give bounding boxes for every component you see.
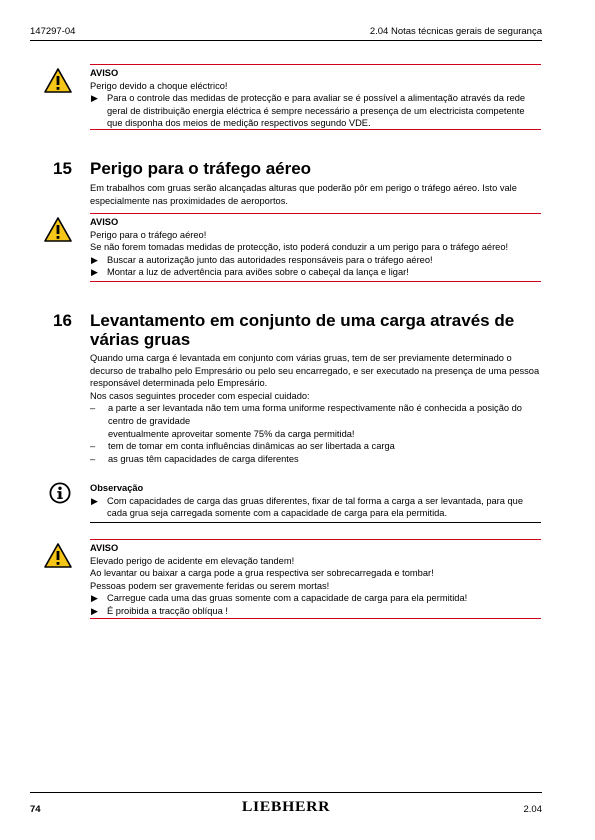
section16-dash-item bbox=[90, 402, 545, 427]
bullet-arrow-icon: ▶ bbox=[91, 605, 98, 616]
section16-dash-item bbox=[90, 440, 545, 453]
dash-glyph: – bbox=[90, 441, 96, 452]
warning2-bullet-text: Buscar a autorização junto das autoridades responsáveis para o tráfego aéreo! bbox=[107, 254, 433, 265]
note-bullet-text: Com capacidades de carga das gruas diferentes, fixar de tal forma a carga a ser levantada, para que cada grua seja carregada somente com a capacidade de carga para ela permitida. bbox=[107, 495, 524, 519]
warning3-title: AVISO bbox=[90, 543, 119, 553]
section16-title: Levantamento em conjunto de uma carga através de várias gruas bbox=[90, 311, 515, 349]
warning3-bullet-text: É proibida a tracção oblíqua ! bbox=[107, 605, 228, 616]
warning1-title: AVISO bbox=[90, 68, 119, 78]
warning-triangle-icon bbox=[43, 67, 73, 94]
doc-number: 147297-04 bbox=[30, 26, 76, 37]
section16-dash-item bbox=[90, 453, 545, 466]
footer-rule bbox=[30, 792, 542, 793]
warning1-top-rule bbox=[90, 64, 541, 65]
section16-text: Nos casos seguintes proceder com especial cuidado: bbox=[90, 390, 310, 401]
section15-number: 15 bbox=[53, 159, 72, 178]
liebherr-logo: LIEBHERR bbox=[241, 799, 331, 815]
dash-glyph: – bbox=[90, 403, 96, 414]
warning2-line: Se não forem tomadas medidas de protecção, isto poderá conduzir a um perigo para o tráfego aéreo! bbox=[90, 242, 509, 253]
warning2-top-rule bbox=[90, 213, 541, 214]
section16-number: 16 bbox=[53, 311, 72, 330]
warning3-line: Ao levantar ou baixar a carga pode a grua respectiva ser sobrecarregada e tombar! bbox=[90, 568, 434, 579]
note-bottom-rule bbox=[90, 522, 541, 523]
section16-dash-text: tem de tomar em conta influências dinâmicas ao ser libertada a carga bbox=[108, 441, 395, 452]
warning1-line: Perigo devido a choque eléctrico! bbox=[90, 80, 228, 91]
bullet-arrow-icon: ▶ bbox=[91, 495, 98, 506]
warning1-bottom-rule bbox=[90, 129, 541, 130]
section16-dash-sub: eventualmente aproveitar somente 75% da carga permitida! bbox=[108, 428, 355, 439]
bullet-arrow-icon: ▶ bbox=[91, 93, 98, 104]
section16-dash-text: as gruas têm capacidades de carga diferentes bbox=[108, 453, 299, 464]
warning2-content bbox=[90, 216, 542, 279]
note-content bbox=[90, 482, 542, 520]
warning3-content bbox=[90, 542, 542, 618]
warning3-bullet-text: Carregue cada uma das gruas somente com a capacidade de carga para ela permitida! bbox=[107, 593, 468, 604]
section15-text: Em trabalhos com gruas serão alcançadas alturas que poderão pôr em perigo o tráfego aéreo. Isto vale especialmente nas proximidades de aeroportos. bbox=[90, 183, 517, 206]
warning2-bottom-rule bbox=[90, 281, 541, 282]
warning2-bullet-text: Montar a luz de advertência para aviões sobre o cabeçal da lança e ligar! bbox=[107, 267, 409, 278]
section16-body bbox=[90, 352, 545, 465]
section16-dash-text: a parte a ser levantada não tem uma forma uniforme respectivamente não é conhecida a posição do centro de gravidade bbox=[108, 403, 522, 426]
warning2-bullet bbox=[90, 266, 542, 279]
note-title: Observação bbox=[90, 483, 144, 493]
header-rule bbox=[30, 40, 542, 41]
dash-glyph: – bbox=[90, 453, 96, 464]
warning3-bullet bbox=[90, 592, 542, 605]
bullet-arrow-icon: ▶ bbox=[91, 593, 98, 604]
warning2-line: Perigo para o tráfego aéreo! bbox=[90, 229, 207, 240]
warning-triangle-icon bbox=[43, 216, 73, 243]
section16-text: Quando uma carga é levantada em conjunto com várias gruas, tem de ser previamente determinado o decurso de trabalho pelo Empresário ou pelo seu encarregado, e ser executado na presença de uma pessoa responsável determinada pelo Empresário. bbox=[90, 353, 540, 389]
warning2-title: AVISO bbox=[90, 217, 119, 227]
note-bullet bbox=[90, 495, 542, 520]
info-icon bbox=[49, 482, 71, 504]
warning3-line: Elevado perigo de acidente em elevação tandem! bbox=[90, 555, 295, 566]
footer-version: 2.04 bbox=[523, 804, 542, 815]
warning3-bottom-rule bbox=[90, 618, 541, 619]
bullet-arrow-icon: ▶ bbox=[91, 254, 98, 265]
warning1-content bbox=[90, 67, 542, 130]
page-number: 74 bbox=[30, 804, 41, 815]
chapter-title: 2.04 Notas técnicas gerais de segurança bbox=[369, 26, 542, 37]
bullet-arrow-icon: ▶ bbox=[91, 267, 98, 278]
warning3-top-rule bbox=[90, 539, 541, 540]
warning1-bullet-text: Para o controle das medidas de protecção e para avaliar se é possível a alimentação através da rede geral de distribuição energia eléctrica é sempre necessário a presença de um electricista competente que disponha dos meios de medição respectivos segundo VDE. bbox=[107, 93, 526, 129]
section15-title: Perigo para o tráfego aéreo bbox=[90, 159, 312, 178]
warning3-line: Pessoas podem ser gravemente feridas ou serem mortas! bbox=[90, 580, 330, 591]
warning1-bullet bbox=[90, 92, 542, 130]
warning3-bullet bbox=[90, 605, 542, 618]
warning-triangle-icon bbox=[43, 542, 73, 569]
warning2-bullet bbox=[90, 254, 542, 267]
